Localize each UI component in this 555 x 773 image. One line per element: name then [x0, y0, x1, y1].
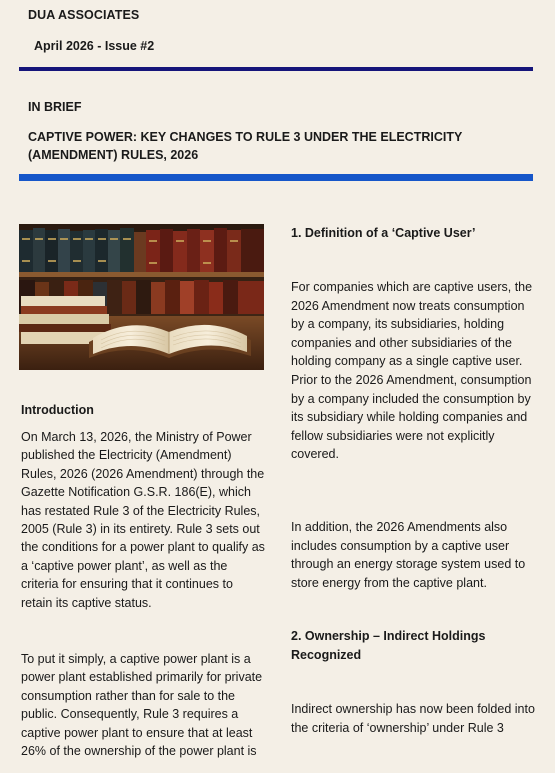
law-books-photo	[19, 224, 264, 370]
introduction-paragraph: On March 13, 2026, the Ministry of Power published the Electricity (Amendment) Rules, 2026 (2026 Amendment) through the Gazette Notification G.S.R. 186(E), which has restated Rule 3 of the Electricity Rules, 2005 (Rule 3) in its entirety. Rule 3 sets out the conditions for a power plant to qualify as a ‘captive power plant’, as well as the criteria for ensuring that it continues to retain its captive status.	[21, 430, 265, 610]
header-divider	[19, 67, 533, 71]
article-headline: CAPTIVE POWER: KEY CHANGES TO RULE 3 UNDER THE ELECTRICITY (AMENDMENT) RULES, 2026	[28, 130, 463, 162]
energy-storage-paragraph: In addition, the 2026 Amendments also includes consumption by a captive user through an energy storage system used to store energy from the captive plant.	[291, 520, 526, 590]
captive-user-heading: 1. Definition of a ‘Captive User’	[291, 226, 476, 240]
section-label: IN BRIEF	[28, 100, 82, 114]
headline-divider	[19, 174, 533, 181]
captive-plant-paragraph: To put it simply, a captive power plant is a power plant established primarily for private consumption rather than for sale to the public. Consequently, Rule 3 requires a captive power plant to ensure that at least 26% of the ownership of the power plant is	[21, 652, 263, 759]
ownership-heading: 2. Ownership – Indirect Holdings Recognized	[291, 629, 486, 662]
introduction-heading: Introduction	[21, 403, 94, 417]
firm-name: DUA ASSOCIATES	[28, 8, 140, 22]
captive-user-paragraph: For companies which are captive users, the 2026 Amendment now treats consumption by a company, its subsidiaries, holding companies and other subsidiaries of the holding company as a single captive user. Prior to the 2026 Amendment, consumption by a company included the consumption by its subsidiary while holding companies and fellow subsidiaries were not explicitly covered.	[291, 280, 533, 462]
issue-date: April 2026 - Issue #2	[34, 39, 155, 53]
ownership-paragraph: Indirect ownership has now been folded into the criteria of ‘ownership’ under Rule 3	[291, 702, 535, 735]
